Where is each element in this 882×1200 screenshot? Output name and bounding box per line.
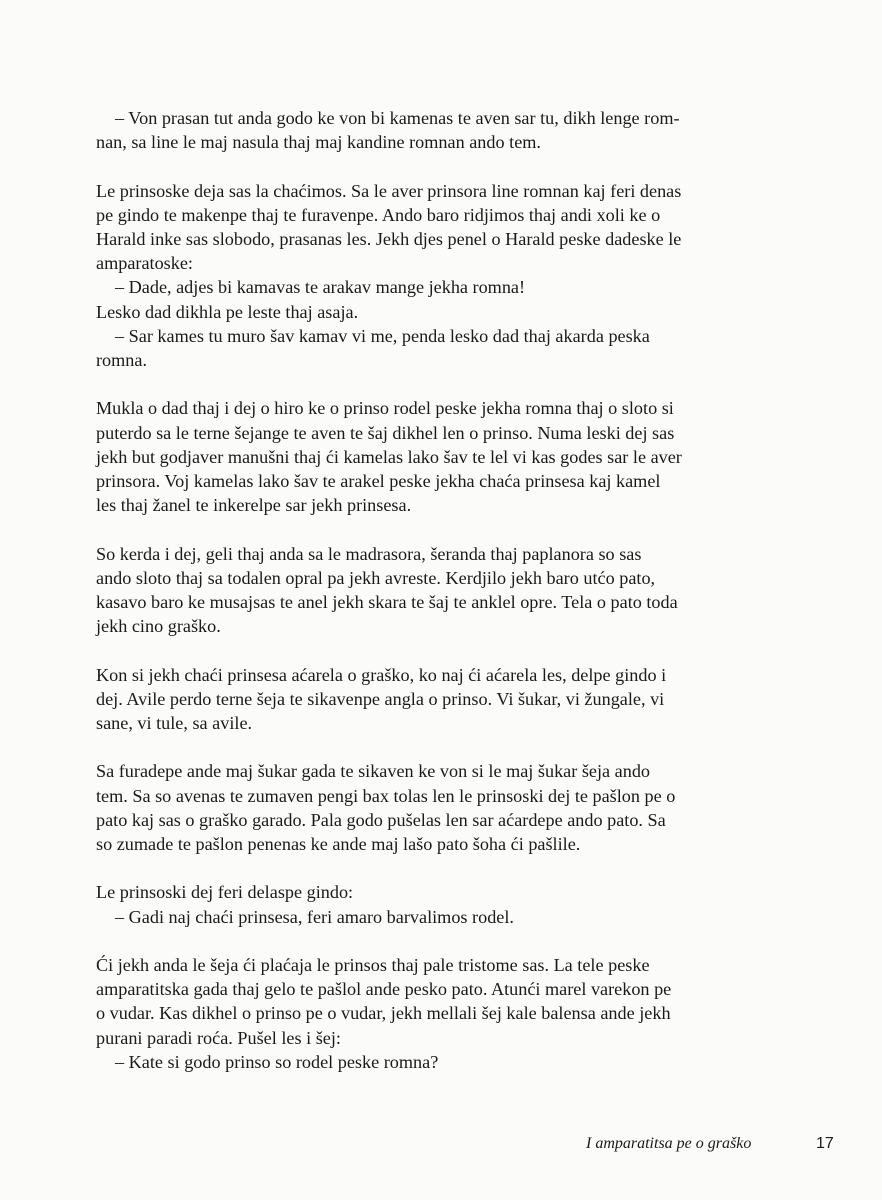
text-line: Le prinsoski dej feri delaspe gindo: [96,882,354,903]
text-line: Lesko dad dikhla pe leste thaj asaja. [96,301,359,322]
text-line: pato kaj sas o graško garado. Pala godo pušelas len sar aćardepe ando pato. Sa [96,809,666,830]
text-line: o vudar. Kas dikhel o prinso pe o vudar, jekh mellali šej kale balensa ande jekh [96,1003,671,1024]
text-line: – Gadi naj chaći prinsesa, feri amaro barvalimos rodel. [115,906,514,927]
text-line: prinsora. Voj kamelas lako šav te arakel peske jekha chaća prinsesa kaj kamel [96,471,661,492]
paragraph [96,880,776,928]
paragraph [96,106,776,154]
text-line: so zumade te pašlon penenas ke ande maj lašo pato šoha ći pašlile. [96,834,581,855]
text-line: – Sar kames tu muro šav kamav vi me, penda lesko dad thaj akarda peska [115,325,650,346]
text-line: sane, vi tule, sa avile. [96,713,253,734]
paragraph [96,396,776,517]
text-line: – Kate si godo prinso so rodel peske romna? [115,1051,439,1072]
text-line: romna. [96,350,148,371]
running-footer-title: I amparatitsa pe o graško [586,1135,752,1152]
text-line: les thaj žanel te inkerelpe sar jekh prinsesa. [96,495,412,516]
text-line: – Von prasan tut anda godo ke von bi kamenas te aven sar tu, dikh lenge rom- [115,108,680,128]
text-line: amparatitska gada thaj gelo te pašlol ande pesko pato. Atunći marel varekon pe [96,979,672,1000]
paragraph [96,663,776,736]
text-line: Kon si jekh chaći prinsesa aćarela o graško, ko naj ći aćarela les, delpe gindo i [96,664,667,685]
text-line: So kerda i dej, geli thaj anda sa le madrasora, šeranda thaj paplanora so sas [96,543,642,564]
body-text [96,106,776,1098]
text-line: – Dade, adjes bi kamavas te arakav mange jekha romna! [115,277,526,298]
text-line: ando sloto thaj sa todalen opral pa jekh avreste. Kerdjilo jekh baro utćo pato, [96,567,656,588]
text-line: tem. Sa so avenas te zumaven pengi bax tolas len le prinsoski dej te pašlon pe o [96,785,676,806]
text-line: jekh but godjaver manušni thaj ći kamelas lako šav te lel vi kas godes sar le aver [96,446,682,467]
text-line: Le prinsoske deja sas la chaćimos. Sa le aver prinsora line romnan kaj feri denas [96,180,682,201]
text-line: puterdo sa le terne šejange te aven te šaj dikhel len o prinso. Numa leski dej sas [96,422,675,443]
text-line: Mukla o dad thaj i dej o hiro ke o prinso rodel peske jekha romna thaj o sloto si [96,398,674,419]
paragraph [96,179,776,373]
text-line: Sa furadepe ande maj šukar gada te sikaven ke von si le maj šukar šeja ando [96,761,651,782]
paragraph [96,542,776,639]
paragraph [96,953,776,1074]
text-line: kasavo baro ke musajsas te anel jekh skara te šaj te anklel opre. Tela o pato toda [96,592,678,613]
text-line: nan, sa line le maj nasula thaj maj kandine romnan ando tem. [96,132,541,153]
page-number: 17 [816,1135,834,1152]
paragraph [96,759,776,856]
text-line: purani paradi roća. Pušel les i šej: [96,1027,341,1048]
text-line: amparatoske: [96,253,193,274]
text-line: dej. Avile perdo terne šeja te sikavenpe angla o prinso. Vi šukar, vi žungale, vi [96,688,665,709]
text-line: jekh cino graško. [96,616,221,637]
text-line: Ći jekh anda le šeja ći plaćaja le prinsos thaj pale tristome sas. La tele peske [96,955,650,975]
text-line: pe gindo te makenpe thaj te furavenpe. Ando baro ridjimos thaj andi xoli ke o [96,204,661,225]
text-line: Harald inke sas slobodo, prasanas les. Jekh djes penel o Harald peske dadeske le [96,229,682,249]
